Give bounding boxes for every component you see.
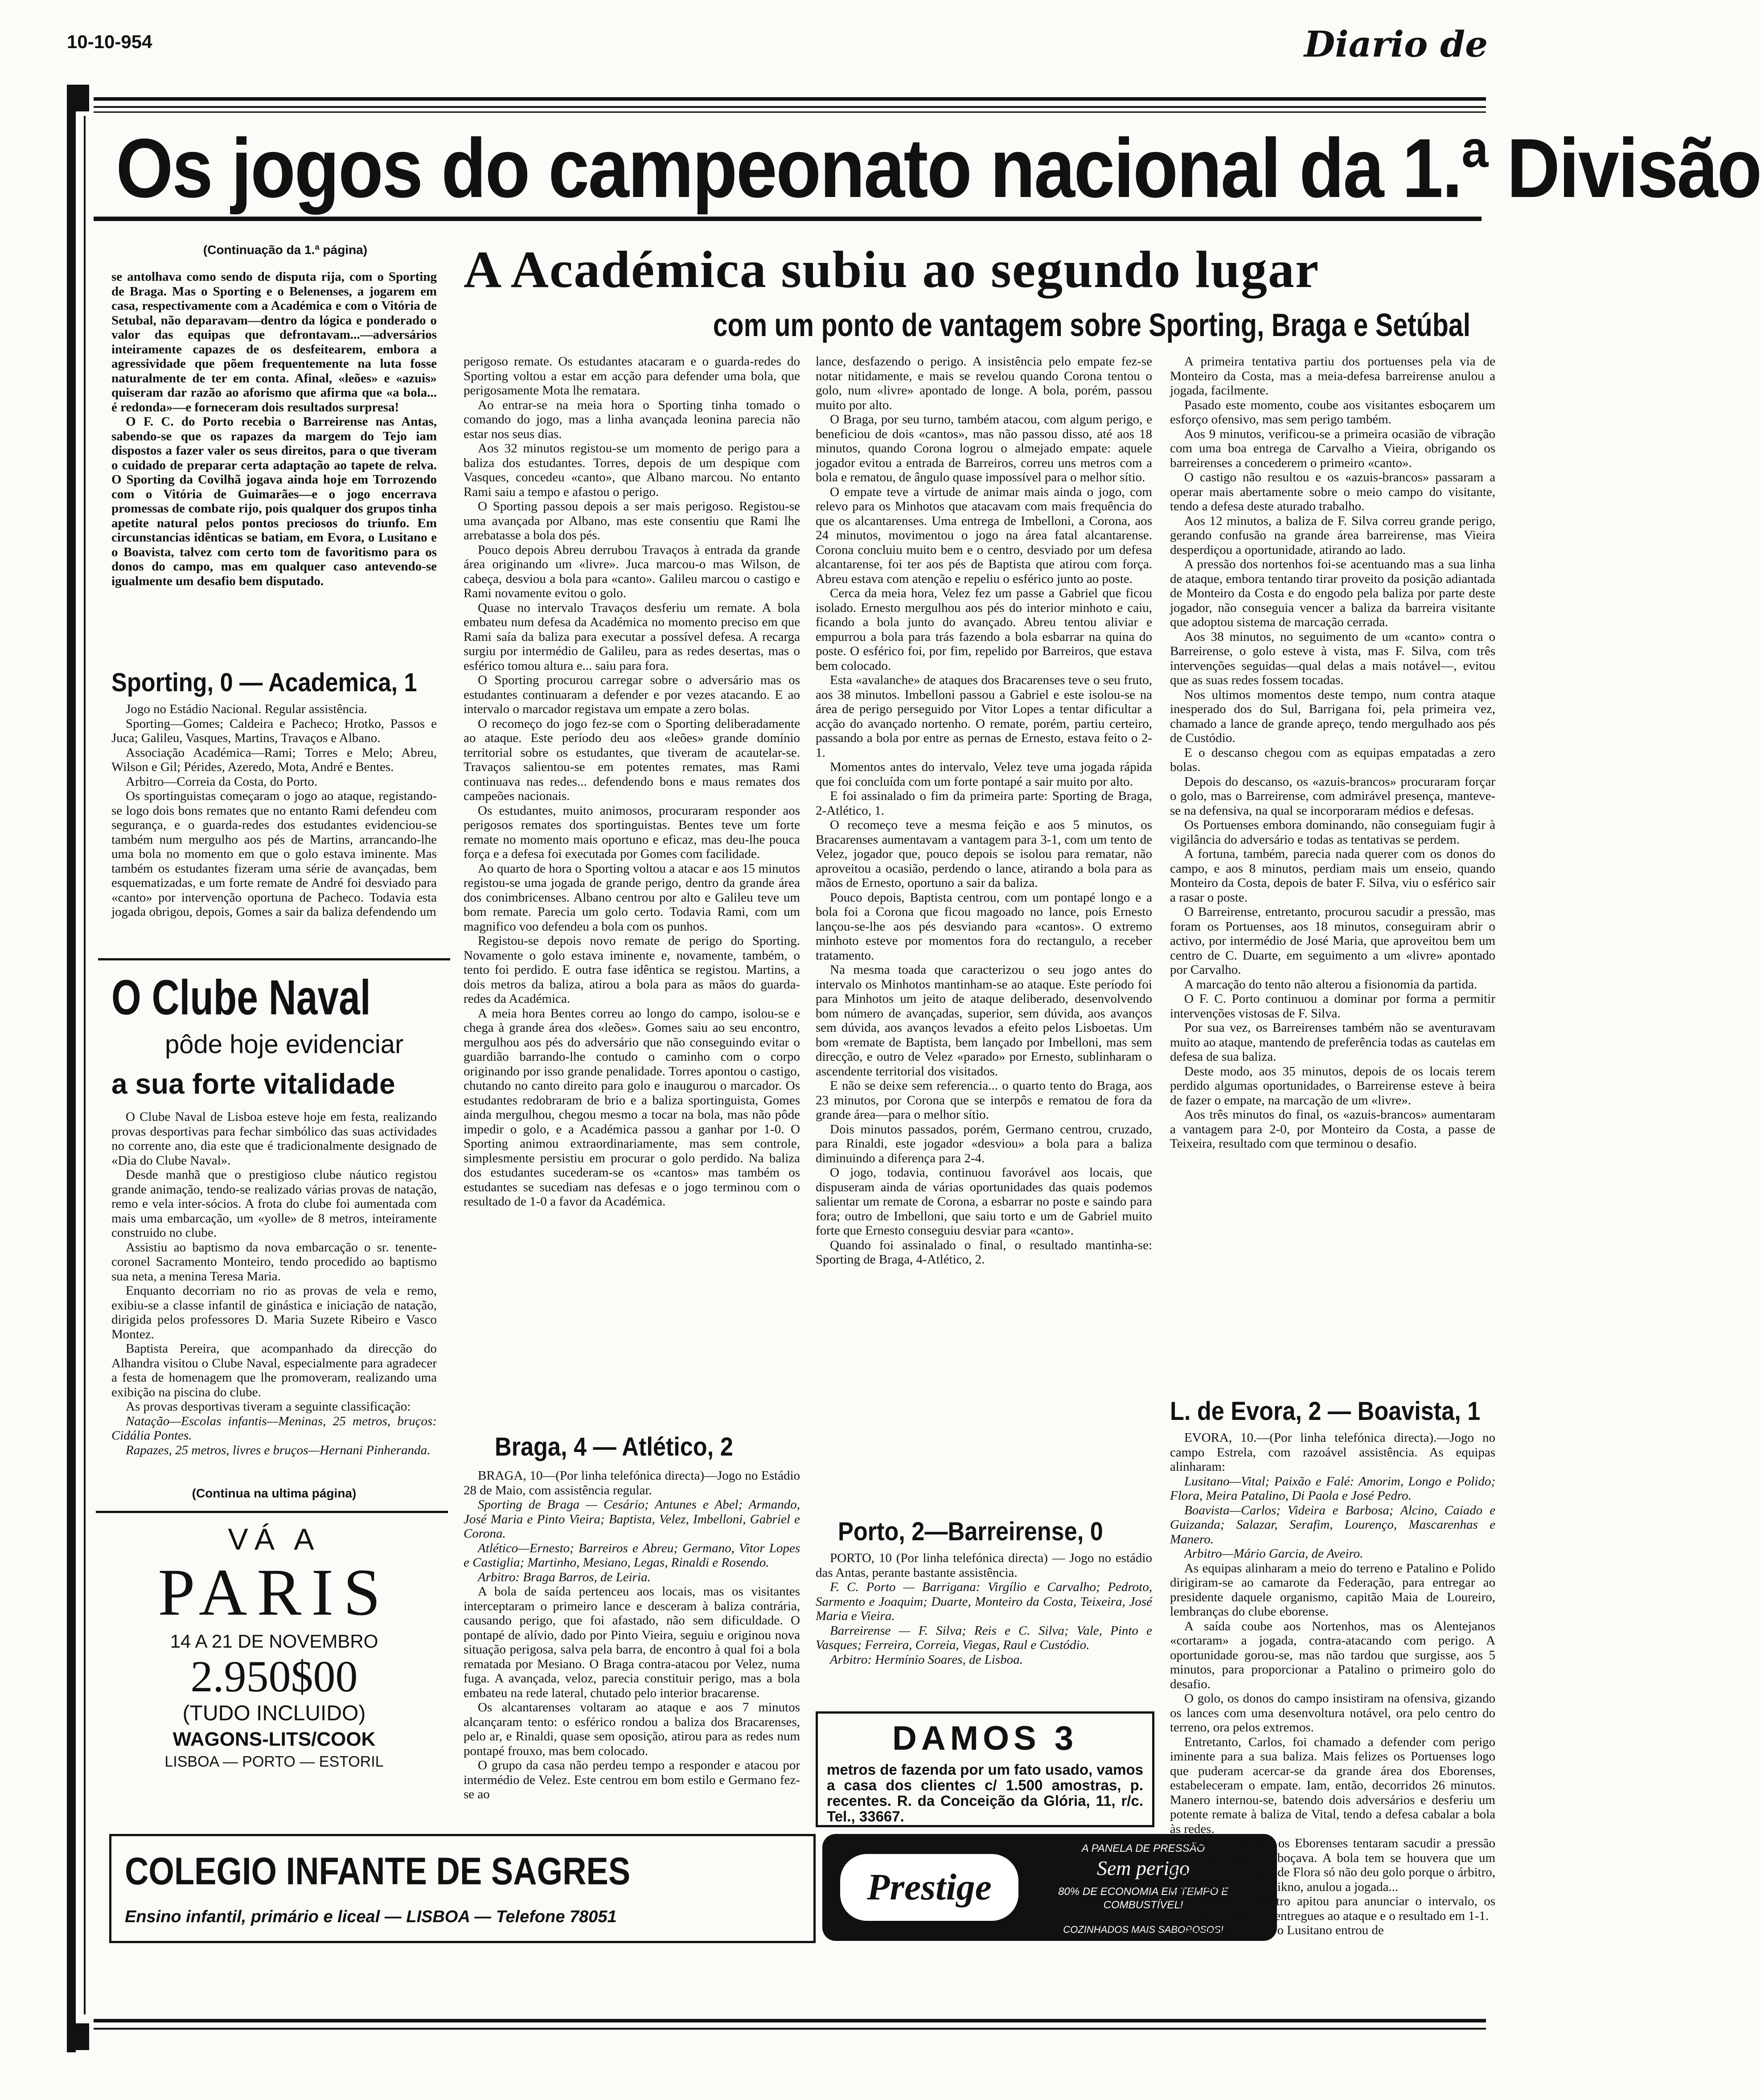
paragraph: As provas desportivas tiveram a seguinte classificação: (126, 1399, 411, 1414)
paragraph: E não se deixe sem referencia... o quarto tento do Braga, aos 23 minutos, por Corona que se interpôs e rematou de fora da grande área—para o melhor sítio. (816, 1079, 1152, 1122)
paragraph: perigoso remate. Os estudantes atacaram e o guarda-redes do Sporting voltou a estar em acção para defender uma bola, que perigosamente Mota lhe rematara. (464, 354, 800, 398)
headline-rule (94, 217, 1482, 221)
continued-note: (Continua na ultima página) (192, 1486, 357, 1500)
paragraph: Os alcantarenses voltaram ao ataque e aos 7 minutos alcançaram tento: o esférico rondou a baliza dos Bracarenses, pelo ar, e Rinaldi, quase sem oposição, atirou para as redes num pontapé frouxo, mas bem colocado. (464, 1700, 800, 1758)
paragraph: Arbitro—Correia da Costa, do Porto. (126, 774, 318, 789)
paragraph: O Barreirense, entretanto, procurou sacudir a pressão, mas foram os Portuenses, aos 18 minutos, conseguiram abrir o activo, por intermédio de José Maria, que aproveitou bem um centro de C. Duarte, em seguimento a um «livre» apontado por Carvalho. (1170, 905, 1495, 977)
paragraph: A primeira tentativa partiu dos portuenses pela via de Monteiro da Costa, mas a meia-defesa barreirense anulou a jogada, facilmente. (1170, 354, 1495, 398)
paragraph: Na mesma toada que caracterizou o seu jogo antes do intervalo os Minhotos mantinham-se ao ataque. Este período foi para Minhotos um jeito de ataque deliberado, desenvolvendo bom número de avançadas, superior, sem dúvida, aos avanços sem dúvida, aos avanços levados a efeito pelos Lisboetas. Um bom «remate de Baptista, bem lançado por Imbelloni, mas sem direcção, e outro de Velez «parado» por Ernesto, sublinharam o ascendente territorial dos visitados. (816, 963, 1152, 1079)
paragraph: Quando foi assinalado o final, o resultado mantinha-se: Sporting de Braga, 4-Atlético, 2. (816, 1238, 1152, 1267)
paragraph: As equipas alinharam a meio do terreno e Patalino e Polido dirigiram-se ao camarote da Federação, para entregar ao presidente daquele organismo, capitão Maia de Loureiro, lembranças do clube eborense. (1170, 1561, 1495, 1619)
prestige-line4: COZINHADOS MAIS SABOROSOS! (1063, 1924, 1223, 1935)
paragraph: BRAGA, 10—(Por linha telefónica directa)—Jogo no Estádio 28 de Maio, com assistência regular. (464, 1468, 800, 1497)
prestige-line3: 80% DE ECONOMIA EM TEMPO E COMBUSTÍVEL! (1058, 1886, 1228, 1911)
paragraph: Natação—Escolas infantis—Meninas, 25 metros, bruços: Cidália Pontes. (111, 1414, 437, 1443)
paragraph: Ao quarto de hora o Sporting voltou a atacar e aos 15 minutos registou-se uma jogada de grande perigo, dentro da grande área dos conimbricenses. Albano centrou por alto e Galileu teve um bom remate. Parecia um golo certo. Todavia Rami, com um magnifico voo defendeu a bola com os punhos. (464, 861, 800, 934)
paragraph: Os sportinguistas começaram o jogo ao ataque, registando-se logo dois bons remates que no entanto Rami defendeu com segurança, e o guarda-redes dos estudantes evidenciou-se também num mergulho aos pés de Martins, arrancando-lhe uma bola no momento em que o golo estava iminente. Mas também os estudantes fizeram uma série de avançadas, bem esquematizadas, e um forte remate de André foi desviado para «canto» por intervenção oportuna de Pacheco. Todavia esta jogada obrigou, depois, Gomes a sair da baliza defendendo um (111, 789, 437, 919)
paragraph: Aos três minutos do final, os «azuis-brancos» aumentaram a vantagem para 2-0, por Monteiro da Costa, a passe de Teixeira, resultado com que terminou o desafio. (1170, 1107, 1495, 1151)
paragraph: Aos 38 minutos, no seguimento de um «canto» contra o Barreirense, o golo esteve à vista, mas F. Silva, com três intervenções seguidas—qual delas a mais notável—, evitou que as suas redes fossem tocadas. (1170, 629, 1495, 687)
paragraph: Arbitro: Hermínio Soares, de Lisboa. (830, 1652, 1023, 1667)
porto-article (816, 1551, 1152, 1700)
paragraph: Enquanto decorriam no rio as provas de vela e remo, exibiu-se a classe infantil de ginástica e iniciação de natação, dirigida pelos professores D. Maria Suzete Ribeiro e Vasco Montez. (111, 1284, 437, 1341)
issue-date: 10-10-954 (67, 31, 152, 52)
paragraph: Nos ultimos momentos deste tempo, num contra ataque inesperado dos do Sul, Barrigana foi, pela primeira vez, chamado a lance de grande apreço, tendo mergulhado aos pés de Custódio. (1170, 687, 1495, 745)
paragraph: O recomeço teve a mesma feição e aos 5 minutos, os Bracarenses aumentavam a vantagem para 3-1, com um tento de Velez, jogador que, pouco depois se isolou para rematar, não aproveitou a ocasião, perdendo o lance, atirando a bola para as mãos de Ernesto, oportuno a sair da baliza. (816, 818, 1152, 890)
academica-article (464, 354, 800, 1435)
porto-result-title: Porto, 2—Barreirense, 0 (838, 1517, 1103, 1546)
paragraph: O Sporting passou depois a ser mais perigoso. Registou-se uma avançada por Albano, mas este consentiu que Rami lhe arrebatasse a bola dos pés. (464, 499, 800, 542)
damos-ad[interactable] (816, 1711, 1154, 1827)
left-border (67, 89, 76, 2052)
paragraph: O Sporting procurou carregar sobre o adversário mas os estudantes continuaram a defender e por vezes atacando. E ao intervalo o marcador registava um empate a zero bolas. (464, 673, 800, 716)
paragraph: Assistiu ao baptismo da nova embarcação o sr. tenente-coronel Sacramento Monteiro, tendo procedido ao baptismo sua neta, a menina Teresa Maria. (111, 1240, 437, 1284)
braga-article (464, 1468, 800, 1821)
paragraph: Arbitro: Braga Barros, de Leiria. (478, 1570, 651, 1584)
paragraph: Barreirense — F. Silva; Reis e C. Silva; Vale, Pinto e Vasques; Ferreira, Correia, Viegas, Raul e Custódio. (816, 1623, 1152, 1652)
prestige-logo: Prestige (840, 1854, 1018, 1921)
paragraph: F. C. Porto — Barrigana: Virgílio e Carvalho; Pedroto, Sarmento e Joaquim; Duarte, Monteiro da Costa, Teixeira, José Maria e Vieira. (816, 1580, 1152, 1623)
intro-paragraph: se antolhava como sendo de disputa rija, com o Sporting de Braga. Mas o Sporting e o Belenenses, a jogarem em casa, respectivamente com a Académica e com o Vitória de Setubal, não deparavam—dentro da lógica e ponderado o valor das equipas que defrontavam...—adversários inteiramente capazes de os desfeitearem, embora a agressividade que põem frequentemente na luta fosse naturalmente de ter em conta. Afinal, «leões» e «azuis» quiseram dar razão ao aforismo que afirma que «a bola... é redonda»—e forneceram dois resultados surpresa! (111, 270, 437, 414)
paris-ad-dates: 14 A 21 DE NOVEMBRO (170, 1631, 378, 1652)
paragraph: A marcação do tento não alterou a fisionomia da partida. (1184, 977, 1478, 992)
naval-subtitle-bold: a sua forte vitalidade (111, 1068, 395, 1100)
paragraph: O golo, os donos do campo insistiram na ofensiva, gizando os lances com uma desenvoltura notável, ora pelo centro do terreno, ora pelos extremos. (1170, 1691, 1495, 1735)
sporting-result-title: Sporting, 0 — Academica, 1 (111, 668, 417, 697)
paragraph: Lusitano—Vital; Paixão e Falé: Amorim, Longo e Polido; Flora, Meira Patalino, Di Paola e José Pedro. (1170, 1474, 1495, 1503)
paragraph: Registou-se depois novo remate de perigo do Sporting. Novamente o golo estava iminente e, novamente, também, o tento foi perdido. E outra fase idêntica se registou. Martins, a dois metros da baliza, atirou a bola para as mãos do guarda-redes da Académica. (464, 934, 800, 1006)
paragraph: Os estudantes, muito animosos, procuraram responder aos perigosos remates dos sportinguistas. Bentes teve um forte remate no momento mais oportuno e eficaz, mas deu-lhe pouca força e a defesa foi executada por Gomes com facilidade. (464, 803, 800, 861)
paragraph: Baptista Pereira, que acompanhado da direcção do Alhandra visitou o Clube Naval, especialmente para agradecer a festa de homenagem que lhe promoveram, realizando uma exibição na piscina do clube. (111, 1341, 437, 1399)
bottom-rule-thin (94, 2028, 1486, 2030)
paragraph: PORTO, 10 (Por linha telefónica directa) — Jogo no estádio das Antas, perante bastante assistência. (816, 1551, 1152, 1580)
intro-article (111, 270, 437, 662)
top-rule (94, 97, 1486, 101)
colegio-ad-subtitle: Ensino infantil, primário e liceal — LISBOA — Telefone 78051 (125, 1907, 617, 1926)
naval-subtitle: pôde hoje evidenciar (165, 1030, 404, 1059)
top-rule-thin (94, 106, 1486, 108)
paragraph: Desde manhã que o prestigioso clube náutico registou grande animação, tendo-se realizado várias provas de natação, remo e vela inter-sócios. A frota do clube foi aumentada com mais uma embarcação, um «yolle» de 8 metros, inteiramente construido no clube. (111, 1168, 437, 1240)
paragraph: Sporting—Gomes; Caldeira e Pacheco; Hrotko, Passos e Juca; Galileu, Vasques, Martins, Travaços e Albano. (111, 716, 437, 745)
paris-ad-company: WAGONS-LITS/COOK (172, 1728, 376, 1750)
braga-article-cont (816, 354, 1152, 1522)
left-border-thin (84, 116, 86, 2014)
paragraph: A fortuna, também, parecia nada querer com os donos do campo, e aos 8 minutos, perdiam mais um enseio, quando Monteiro da Costa, depois de bater F. Silva, viu o esférico sair a rasar o poste. (1170, 847, 1495, 905)
continuation-note: (Continuação da 1.ª página) (203, 243, 368, 257)
colegio-ad-title: COLEGIO INFANTE DE SAGRES (125, 1850, 631, 1893)
paragraph: E foi assinalado o fim da primeira parte: Sporting de Braga, 2-Atlético, 1. (816, 789, 1152, 818)
damos-ad-title: DAMOS 3 (892, 1719, 1078, 1757)
paragraph: Aos 9 minutos, verificou-se a primeira ocasião de vibração com uma boa entrega de Carvalho a Vieira, obrigando os barreirenses a concederem o primeiro «canto». (1170, 427, 1495, 470)
bottom-rule (94, 2019, 1486, 2022)
bottom-corner-block (67, 2023, 89, 2050)
paragraph: Cerca da meia hora, Velez fez um passe a Gabriel que ficou isolado. Ernesto mergulhou aos pés do interior minhoto e caiu, ficando a bola junto do avançado. Abreu tentou aliviar e empurrou a bola para trás fazendo a bola esbarrar na quina do poste. O esférico foi, por fim, repelido por Barreiros, que estava bem colocado. (816, 586, 1152, 673)
naval-title: O Clube Naval (111, 970, 371, 1025)
paragraph: O grupo da casa não perdeu tempo a responder e atacou por intermédio de Velez. Este centrou em bom estilo e Germano fez-se ao (464, 1758, 800, 1801)
paragraph: Aos 32 minutos registou-se um momento de perigo para a baliza dos estudantes. Torres, depois de um despique com Vasques, concedeu «canto», que Albano marcou. No entanto Rami saiu a tempo e afastou o perigo. (464, 441, 800, 499)
paragraph: Dois minutos passados, porém, Germano centrou, cruzado, para Rinaldi, este jogador «desviou» a bola para a baliza diminuindo a diferença para 2-4. (816, 1122, 1152, 1165)
page-headline: Os jogos do campeonato nacional da 1.ª Divisão (116, 121, 1761, 215)
paragraph: Boavista—Carlos; Videira e Barbosa; Alcino, Caiado e Guizanda; Salazar, Serafim, Lourenço, Mascarenhas e Manero. (1170, 1503, 1495, 1546)
paragraph: Aos 32 minutos, os Eborenses tentaram sacudir a pressão que o adversário esboçava. A bola tem se houvera que um forte potente remate de Flora só não deu golo porque o árbitro, assinalando falta a Aikno, anulou a jogada... (1170, 1836, 1495, 1894)
paris-ad-va: VÁ A (228, 1522, 320, 1556)
paragraph: O Braga, por seu turno, também atacou, com algum perigo, e beneficiou de dois «cantos», mas não passou disso, até aos 18 minutos, quando Corona logrou o almejado empate: aquele jogador evitou a entrada de Barreiros, correu uns metros com a bola e rematou, de ângulo quase impossível para o melhor sítio. (816, 412, 1152, 484)
paragraph: Pouco depois Abreu derrubou Travaços à entrada da grande área originando um «livre». Juca marcou-o mas Wilson, de cabeça, desviou a bola para «canto». Galileu marcou o castigo e Rami novamente evitou o golo. (464, 542, 800, 600)
paragraph: Entretanto, Carlos, foi chamado a defender com perigo iminente para a sua baliza. Mais felizes os Portuenses logo que puderam acercar-se da grande área dos Eborenses, estabeleceram o empate. Iam, então, decorridos 26 minutos. Manero internou-se, batendo dois adversários e desferiu um potente remate à baliza de Vital, tendo a defesa cabalar a bola às redes. (1170, 1735, 1495, 1836)
newspaper-masthead: Diario de (1304, 23, 1488, 65)
paragraph: Quase no intervalo Travaços desferiu um remate. A bola embateu num defesa da Académica no momento preciso em que Rami saía da baliza para executar a possível defesa. A recarga surgiu por intermédio de Galileu, para as redes desertas, mas o esférico tomou altura e... saiu para fora. (464, 600, 800, 673)
paragraph: Aos 12 minutos, a baliza de F. Silva correu grande perigo, gerando confusão na grande área barreirense, mas Vieira desperdiçou a oportunidade, atirando ao lado. (1170, 513, 1495, 557)
paragraph: Pasado este momento, coube aos visitantes esboçarem um esforço ofensivo, mas sem perigo também. (1170, 398, 1495, 427)
paragraph: Os Portuenses embora dominando, não conseguiam fugir à vigilância do adversário e todas as tentativas se perdem. (1170, 818, 1495, 847)
paragraph: Arbitro—Mário Garcia, de Aveiro. (1184, 1546, 1363, 1561)
paragraph: Depois do descanso, os «azuis-brancos» procuraram forçar o golo, mas o Barreirense, com admirável presença, manteve-se na defensiva, na qual se incorporaram médios e defesas. (1170, 774, 1495, 818)
paragraph: Sporting de Braga — Cesário; Antunes e Abel; Armando, José Maria e Pinto Vieira; Baptista, Velez, Imbelloni, Gabriel e Corona. (464, 1497, 800, 1541)
paris-travel-ad[interactable] (111, 1522, 437, 1770)
naval-article (111, 1110, 437, 1480)
paragraph: Ao entrar-se na meia hora o Sporting tinha tomado o comando do jogo, mas a linha avançada leonina parecia não estar nos seus dias. (464, 398, 800, 441)
paragraph: O Clube Naval de Lisboa esteve hoje em festa, realizando provas desportivas para fechar simbólico das suas actividades no corrente ano, dia este que é tradicionalmente designado de «Dia do Clube Naval». (111, 1110, 437, 1168)
paragraph: Pouco depois, Baptista centrou, com um pontapé longo e a bola foi a Corona que ficou magoado no lance, pois Ernesto lançou-se-lhe aos pés desviando para «cantos». O extremo minhoto esteve por momentos fora do rectangulo, a receber tratamento. (816, 890, 1152, 963)
main-story-title: A Académica subiu ao segundo lugar (464, 240, 1320, 299)
paragraph: O empate teve a virtude de animar mais ainda o jogo, com relevo para os Minhotos que atacavam com mais frequência do que os alcantarenses. Uma entrega de Imbelloni, a Corona, aos 24 minutos, movimentou o jogo na área fatal alcantarense. Corona concluiu muito bem e o centro, desviado por um defesa alcantarense, foi ter aos pés de Baptista que atirou com força. Abreu estava com atenção e repeliu o esférico junto ao poste. (816, 484, 1152, 586)
colegio-ad[interactable] (109, 1834, 816, 1943)
ad-divider (96, 1511, 448, 1513)
paragraph: O jogo, todavia, continuou favorável aos locais, que dispuseram ainda de várias oportunidades das quais podemos salientar um remate de Corona, a esbarrar no poste e saindo para fora; outro de Imbelloni, que saiu torto e um de Gabriel muito forte que Ernesto conseguiu desviar para «canto». (816, 1165, 1152, 1238)
paris-ad-cities: LISBOA — PORTO — ESTORIL (164, 1753, 384, 1770)
braga-result-title: Braga, 4 — Atlético, 2 (495, 1432, 733, 1461)
paragraph: EVORA, 10.—(Por linha telefónica directa).—Jogo no campo Estrela, com razoável assistência. As equipas alinharam: (1170, 1431, 1495, 1474)
top-rule-thin-2 (94, 111, 1486, 113)
paragraph: O castigo não resultou e os «azuis-brancos» passaram a operar mais abertamente sobre o meio campo do visitante, tendo a defesa deste aturado trabalho. (1170, 470, 1495, 513)
main-story-subtitle: com um ponto de vantagem sobre Sporting, Braga e Setúbal (713, 308, 1470, 343)
paragraph: Na segunda parte o Lusitano entrou de (1184, 1923, 1384, 1937)
section-divider (98, 958, 450, 960)
paragraph: Deste modo, aos 35 minutos, depois de os locais terem perdido algumas oportunidades, o Barreirense esteve à beira de fazer o empate, na marcação de um «livre». (1170, 1064, 1495, 1107)
evora-result-title: L. de Evora, 2 — Boavista, 1 (1170, 1397, 1481, 1426)
paragraph: O F. C. Porto continuou a dominar por forma a permitir intervenções vistosas de F. Silva. (1170, 992, 1495, 1021)
paris-ad-price: 2.950$00 (190, 1652, 358, 1701)
paragraph: lance, desfazendo o perigo. A insistência pelo empate fez-se notar nitidamente, e mais se revelou quando Corona tentou o golo, num «livre» apontado de longe. A bola, porém, passou muito por alto. (816, 354, 1152, 412)
paris-ad-included: (TUDO INCLUIDO) (182, 1702, 366, 1725)
paragraph: Esta «avalanche» de ataques dos Bracarenses teve o seu fruto, aos 38 minutos. Imbelloni passou a Gabriel e este isolou-se na área de perigo perseguido por Vitor Lopes a tentar dificultar a acção do avançado nortenho. O remate, porém, partiu certeiro, passando a bola por entre as pernas de Ernesto, estava feito o 2-1. (816, 673, 1152, 760)
evora-article (1170, 1431, 1495, 2006)
paragraph: E o descanso chegou com as equipas empatadas a zero bolas. (1170, 745, 1495, 774)
damos-ad-text: metros de fazenda por um fato usado, vamos a casa dos clientes c/ 1.500 amostras, p. recentes. R. da Conceição da Glória, 11, r/c. Tel., 33667. (827, 1761, 1143, 1825)
porto-report-article (1170, 354, 1495, 1393)
paragraph: Atlético—Ernesto; Barreiros e Abreu; Germano, Vitor Lopes e Castiglia; Martinho, Mesiano, Legas, Rinaldi e Rosendo. (464, 1541, 800, 1570)
paris-ad-city: PARIS (158, 1555, 390, 1629)
prestige-line1: A PANELA DE PRESSÃO (1081, 1842, 1205, 1854)
paragraph: A meia hora Bentes correu ao longo do campo, isolou-se e chega à grande área dos «leões». Gomes saiu ao seu encontro, mergulhou aos pés do adversário que não conseguindo evitar o guardião barrando-lhe contudo o caminho com o corpo originando por isso grande penalidade. Torres apontou o castigo, chutando no canto direito para golo e inaugurou o marcador. Os estudantes redobraram de brio e a baliza sportinguista, Gomes ainda mergulhou, chegou mesmo a tocar na bola, mas não pôde impedir o golo, e a Académica passou a ganhar por 1-0. O Sporting animou extraordinariamente, mas sem controle, simplesmente persistiu em procurar o golo perdido. Na baliza dos estudantes sucederam-se os «cantos» mas também os estudantes se sucediam nas defesas e o jogo terminou com o resultado de 1-0 a favor da Académica. (464, 1006, 800, 1209)
paragraph: O recomeço do jogo fez-se com o Sporting deliberadamente ao ataque. Este período deu aos «leões» grande domínio territorial sobre os estudantes, que tiveram de acautelar-se. Travaços salientou-se em potentes remates, mas Rami continuava nas redes... defendendo bons e maus remates dos campeões nacionais. (464, 716, 800, 803)
paragraph: Rapazes, 25 metros, livres e bruços—Hernani Pinheranda. (126, 1443, 431, 1457)
paragraph: A bola de saída pertenceu aos locais, mas os visitantes interceptaram o primeiro lance e desceram à baliza contrária, causando perigo, que foi afastado, não sem dificuldade. O pontapé de alívio, dado por Pinto Vieira, seguiu e originou nova situação perigosa, salva pela barra, de encontro à qual foi a bola rematada por Mesiano. O Braga contra-atacou por Velez, numa fuga. A avançada, veloz, parecia constituir perigo, mas a bola embateu na rede lateral, chutado pelo interior bracarense. (464, 1584, 800, 1700)
paragraph: E quando o árbitro apitou para anunciar o intervalo, os Portuenses estavam entregues ao ataque e o resultado em 1-1. (1170, 1894, 1495, 1923)
paragraph: A pressão dos nortenhos foi-se acentuando mas a sua linha de ataque, embora tentando tirar proveito da posição adiantada de Monteiro da Costa e do engodo pela baliza por parte deste jogador, não conseguia vencer a baliza da barreira visitante que adoptou sistema de marcação cerrada. (1170, 557, 1495, 629)
paragraph: Associação Académica—Rami; Torres e Melo; Abreu, Wilson e Gil; Pérides, Azeredo, Mota, André e Bentes. (111, 745, 437, 774)
paragraph: Momentos antes do intervalo, Velez teve uma jogada rápida que foi concluída com um forte pontapé a sair muito por alto. (816, 760, 1152, 789)
paragraph: Por sua vez, os Barreirenses também não se aventuravam muito ao ataque, mantendo de preferência todas as cautelas em defesa de sua baliza. (1170, 1021, 1495, 1064)
paragraph: Jogo no Estádio Nacional. Regular assistência. (126, 702, 368, 716)
prestige-line2: Sem perigo (1096, 1857, 1190, 1879)
paragraph: A saída coube aos Nortenhos, mas os Alentejanos «cortaram» a jogada, contra-atacando com perigo. A oportunidade gorou-se, mas não tardou que surgisse, aos 5 minutos, para proporcionar a Patalino o primeiro golo do desafio. (1170, 1619, 1495, 1691)
porto-paragraph: O F. C. do Porto recebia o Barreirense nas Antas, sabendo-se que os rapazes da margem do Tejo iam dispostos a fazer valer os seus direitos, para o que tiveram o cuidado de preparar certa adaptação ao tapete de relva. O Sporting da Covilhã jogava ainda hoje em Torrozendo com o Vitória de Guimarães—e o jogo encerrava promessas de combate rijo, pois qualquer dos grupos tinha apetite natural pelos pontos preciosos do triunfo. Em circunstancias idênticas se batiam, em Evora, o Lusitano e o Boavista, talvez com certo tom de favoritismo para os donos do campo, mas em qualquer caso antevendo-se igualmente um desafio bem disputado. (111, 414, 437, 588)
